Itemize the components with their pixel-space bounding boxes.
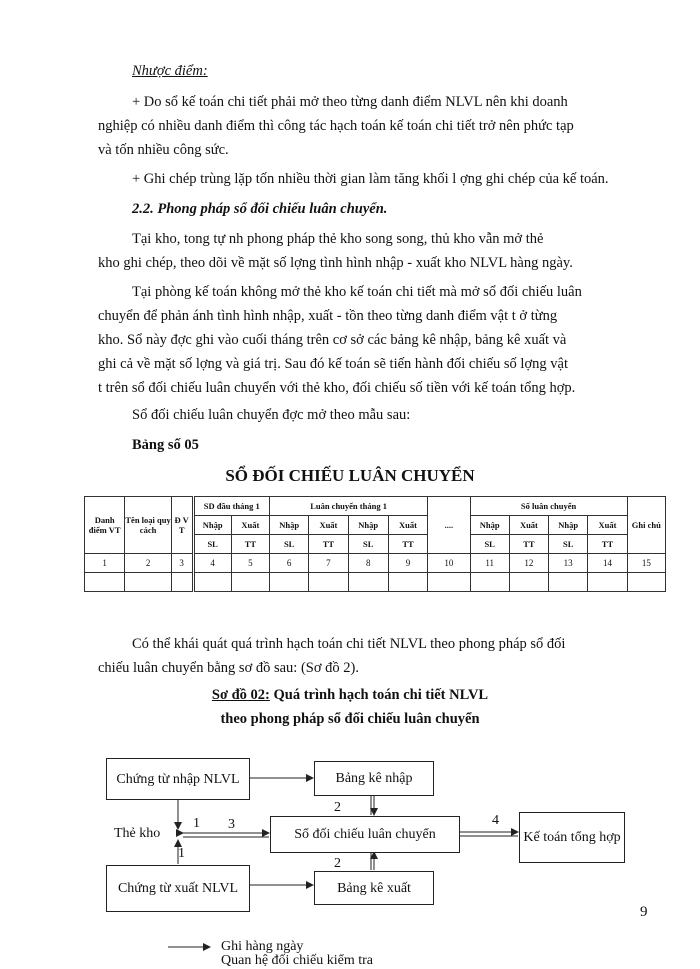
header-xuat: Xuất xyxy=(309,516,348,535)
header-xuat: Xuất xyxy=(231,516,269,535)
page-number: 9 xyxy=(640,904,648,920)
col-number: 13 xyxy=(549,554,588,573)
para-3: Sổ đối chiếu luân chuyển đợc mở theo mẫu sau: xyxy=(132,407,411,423)
diagram-title-prefix: Sơ đồ 02: xyxy=(211,687,270,703)
section-title: 2.2. Phong pháp sổ đối chiếu luân chuyển. xyxy=(132,201,388,217)
num-2-top: 2 xyxy=(334,800,341,815)
box-ke-toan-tong-hop: Kế toán tổng hợp xyxy=(519,812,625,863)
header-ten-loai: Tên loại quy cách xyxy=(125,497,172,554)
header-sl: SL xyxy=(470,535,509,554)
box-chung-tu-xuat: Chứng từ xuất NLVL xyxy=(106,865,250,912)
col-number: 4 xyxy=(193,554,231,573)
table-label: Bảng số 05 xyxy=(132,437,199,453)
box-bang-ke-nhap: Bảng kê nhập xyxy=(314,761,434,796)
num-1-top: 1 xyxy=(193,816,200,831)
header-danh-diem: Danh điểm VT xyxy=(85,497,125,554)
para-disadv-1b: nghiệp có nhiều danh điểm thì công tác hạch toán kế toán chi tiết trở nên phức tạp xyxy=(98,118,574,134)
header-tt: TT xyxy=(231,535,269,554)
col-number: 14 xyxy=(588,554,627,573)
para-2d: ghi cả về mặt số lợng và giá trị. Sau đó kế toán sẽ tiến hành đối chiếu số lợng vật xyxy=(98,356,568,372)
header-sl: SL xyxy=(549,535,588,554)
col-number: 3 xyxy=(171,554,193,573)
header-dvt: Đ V T xyxy=(171,497,193,554)
header-dots: .... xyxy=(428,497,470,554)
diagram-subtitle: theo phong pháp sổ đối chiếu luân chuyển xyxy=(220,711,480,727)
para-1b: kho ghi chép, theo dõi về mặt số lợng tình hình nhập - xuất kho NLVL hàng ngày. xyxy=(98,255,573,271)
header-sl: SL xyxy=(348,535,388,554)
para-disadv-1: + Do sổ kế toán chi tiết phải mở theo từng danh điểm NLVL nên khi doanh xyxy=(132,94,568,110)
header-nhap: Nhập xyxy=(549,516,588,535)
para-2b: chuyển để phản ánh tình hình nhập, xuất - tồn theo từng danh điểm vật t ở từng xyxy=(98,308,558,324)
para-4b: chiếu luân chuyển bằng sơ đồ sau: (Sơ đồ 2). xyxy=(98,660,359,676)
num-2-bottom: 2 xyxy=(334,856,341,871)
header-sl: SL xyxy=(193,535,231,554)
header-luan-chuyen: Luân chuyển tháng 1 xyxy=(270,497,428,516)
header-tt: TT xyxy=(509,535,548,554)
box-bang-ke-xuat: Bảng kê xuất xyxy=(314,871,434,905)
num-3: 3 xyxy=(228,817,235,832)
header-nhap: Nhập xyxy=(193,516,231,535)
header-sl: SL xyxy=(270,535,309,554)
header-xuat: Xuất xyxy=(588,516,627,535)
header-ghi-chu: Ghi chú xyxy=(627,497,665,554)
num-4: 4 xyxy=(492,813,499,828)
header-xuat: Xuất xyxy=(509,516,548,535)
col-number: 11 xyxy=(470,554,509,573)
diagram-title-rest: Quá trình hạch toán chi tiết NLVL xyxy=(269,687,489,703)
col-number: 7 xyxy=(309,554,348,573)
para-2e: t trên sổ đối chiếu luân chuyển với thẻ kho, đối chiếu số tiền với kế toán tổng hợp. xyxy=(98,380,576,396)
header-tt: TT xyxy=(388,535,427,554)
num-1-bottom: 1 xyxy=(178,846,185,861)
col-number: 8 xyxy=(348,554,388,573)
header-tt: TT xyxy=(588,535,627,554)
header-so-luan-chuyen: Số luân chuyển xyxy=(470,497,627,516)
para-disadv-2: + Ghi chép trùng lặp tốn nhiều thời gian làm tăng khối l ợng ghi chép của kế toán. xyxy=(132,171,609,187)
table-title: SỔ ĐỐI CHIẾU LUÂN CHUYỂN xyxy=(225,466,475,485)
col-number: 5 xyxy=(231,554,269,573)
header-nhap: Nhập xyxy=(470,516,509,535)
legend-daily: Ghi hàng ngày xyxy=(221,939,304,954)
heading-disadvantages: Nhược điểm: xyxy=(132,63,208,79)
col-number: 15 xyxy=(627,554,665,573)
para-1a: Tại kho, tong tự nh phong pháp thẻ kho song song, thủ kho vẫn mở thẻ xyxy=(132,231,544,247)
para-2c: kho. Sổ này đợc ghi vào cuối tháng trên cơ sở các bảng kê nhập, bảng kê xuất và xyxy=(98,332,567,348)
col-number: 1 xyxy=(85,554,125,573)
header-sd-dau: SD đầu tháng 1 xyxy=(193,497,269,516)
col-number: 6 xyxy=(270,554,309,573)
legend-partial: Quan hệ đối chiếu kiểm tra xyxy=(221,953,374,968)
label-the-kho: Thẻ kho xyxy=(114,826,161,841)
col-number: 12 xyxy=(509,554,548,573)
col-number: 10 xyxy=(428,554,470,573)
para-2a: Tại phòng kế toán không mở thẻ kho kế toán chi tiết mà mở sổ đối chiếu luân xyxy=(132,284,582,300)
header-xuat: Xuất xyxy=(388,516,427,535)
para-4a: Có thể khái quát quá trình hạch toán chi tiết NLVL theo phong pháp sổ đối xyxy=(132,636,566,652)
header-nhap: Nhập xyxy=(270,516,309,535)
col-number: 9 xyxy=(388,554,427,573)
header-nhap: Nhập xyxy=(348,516,388,535)
header-tt: TT xyxy=(309,535,348,554)
box-so-doi-chieu: Sổ đối chiếu luân chuyển xyxy=(270,816,460,853)
box-chung-tu-nhap: Chứng từ nhập NLVL xyxy=(106,758,250,800)
col-number: 2 xyxy=(125,554,172,573)
para-disadv-1c: và tốn nhiều công sức. xyxy=(98,142,229,158)
